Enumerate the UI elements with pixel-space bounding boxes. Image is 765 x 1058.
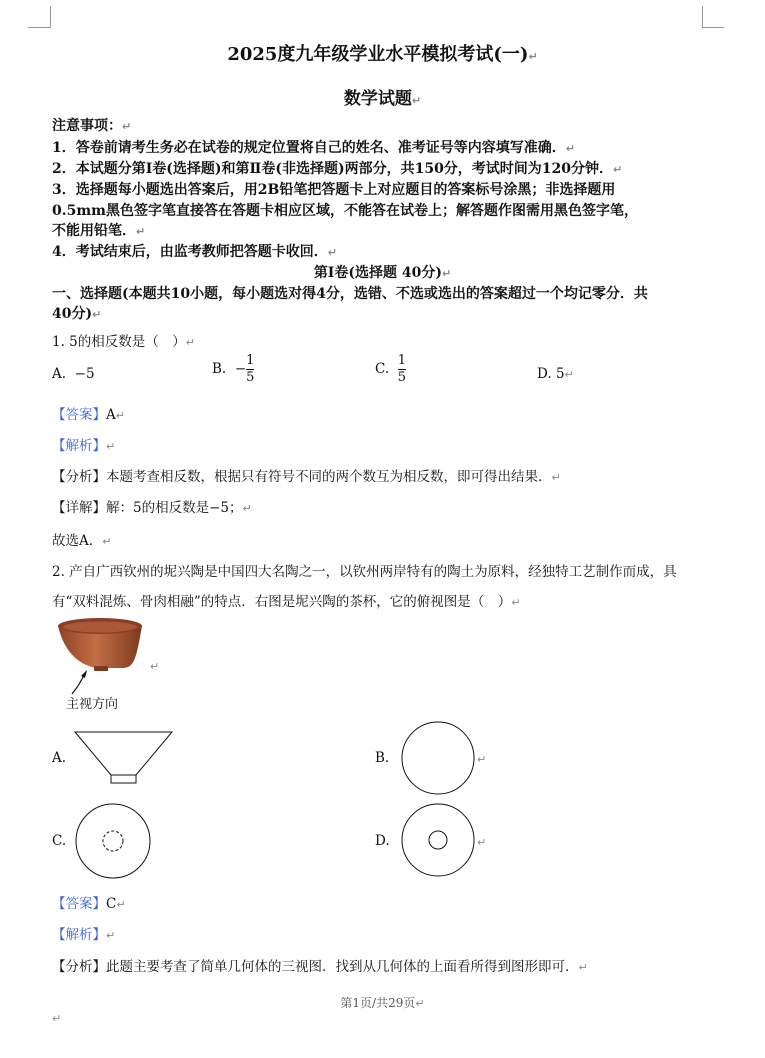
- note-item: 1．答卷前请考生务必在试卷的规定位置将自己的姓名、准考证号等内容填写准确．↵: [52, 140, 575, 156]
- q2-option-c-label: C.: [52, 833, 67, 849]
- section-title: 第Ⅰ卷(选择题 40分)↵: [313, 265, 452, 281]
- end-paragraph-mark: ↵: [52, 1012, 62, 1025]
- crop-mark-top-right-h: [702, 27, 724, 28]
- exam-subtitle: 数学试题↵: [343, 89, 422, 109]
- q1-option-b: B. − $\frac{1}{5}$: [212, 353, 255, 385]
- q2-stem-cont: 有“双料混炼、骨肉相融”的特点．右图是坭兴陶的茶杯，它的俯视图是（ ）↵: [52, 594, 521, 610]
- q2-b-mark: ↵: [477, 753, 487, 766]
- section-intro: 一、选择题(本题共10小题，每小题选对得4分，选错、不选或选出的答案超过一个均记零分．共: [52, 286, 648, 302]
- q2-d-mark: ↵: [477, 836, 487, 849]
- teacup-caption: 主视方向: [66, 697, 119, 712]
- q2-stem: 2. 产自广西钦州的坭兴陶是中国四大名陶之一，以钦州两岸特有的陶土为原料，经独特工艺制作而成，具: [52, 564, 677, 580]
- teacup-paragraph-mark: ↵: [150, 660, 160, 673]
- note-item: 4．考试结束后，由监考教师把答题卡收回．↵: [52, 244, 337, 260]
- q1-b-fraction: $\frac{1}{5}$: [246, 353, 255, 385]
- q2-fenxi: 【分析】此题主要考查了简单几何体的三视图．找到从几何体的上面看所得到图形即可．↵: [52, 959, 588, 975]
- note-item: 不能用铅笔．↵: [52, 223, 146, 239]
- note-item: 0.5mm黑色签字笔直接答在答题卡相应区域，不能答在试卷上；解答题作图需用黑色签字笔，: [52, 203, 638, 219]
- q2-option-a-label: A.: [52, 750, 67, 766]
- q1-answer: 【答案】A↵: [52, 407, 125, 423]
- crop-mark-top-right-v: [702, 6, 703, 28]
- notes-heading: 注意事项：↵: [52, 118, 132, 134]
- q2-analysis-tag: 【解析】↵: [52, 927, 116, 943]
- note-item: 3．选择题每小题选出答案后，用2B铅笔把答题卡上对应题目的答案标号涂黑；非选择题用: [52, 182, 616, 198]
- crop-mark-top-left-v: [50, 6, 51, 28]
- exam-title: 2025度九年级学业水平模拟考试(一)↵: [227, 44, 538, 65]
- q1-detail: 【详解】解：5的相反数是−5；↵: [52, 500, 252, 516]
- q2-option-a-trapezoid: [74, 730, 174, 786]
- q2-option-b-circle: [400, 720, 476, 796]
- q2-answer: 【答案】C↵: [52, 896, 126, 912]
- q1-option-a: A. −5: [52, 366, 95, 382]
- q1-conclusion: 故选A．↵: [52, 533, 112, 549]
- q2-option-d-figure: [400, 802, 476, 878]
- page-footer: 第1页/共29页↵: [340, 996, 425, 1010]
- q2-option-d-label: D.: [375, 833, 390, 849]
- note-item: 2．本试题分第Ⅰ卷(选择题)和第Ⅱ卷(非选择题)两部分，共150分，考试时间为120分钟．↵: [52, 161, 623, 177]
- q1-stem: 1. 5的相反数是（ ）↵: [52, 334, 195, 350]
- q1-option-c: C. $\frac{1}{5}$: [375, 353, 407, 385]
- q1-option-d: D. 5↵: [537, 366, 574, 382]
- q2-option-b-label: B.: [375, 750, 390, 766]
- section-intro-cont: 40分)↵: [52, 306, 102, 322]
- q1-c-fraction: $\frac{1}{5}$: [397, 353, 407, 385]
- q1-analysis-tag: 【解析】↵: [52, 438, 116, 454]
- q2-option-c-figure: [74, 802, 152, 880]
- crop-mark-top-left-h: [28, 27, 50, 28]
- q1-fenxi: 【分析】本题考查相反数，根据只有符号不同的两个数互为相反数，即可得出结果．↵: [52, 469, 561, 485]
